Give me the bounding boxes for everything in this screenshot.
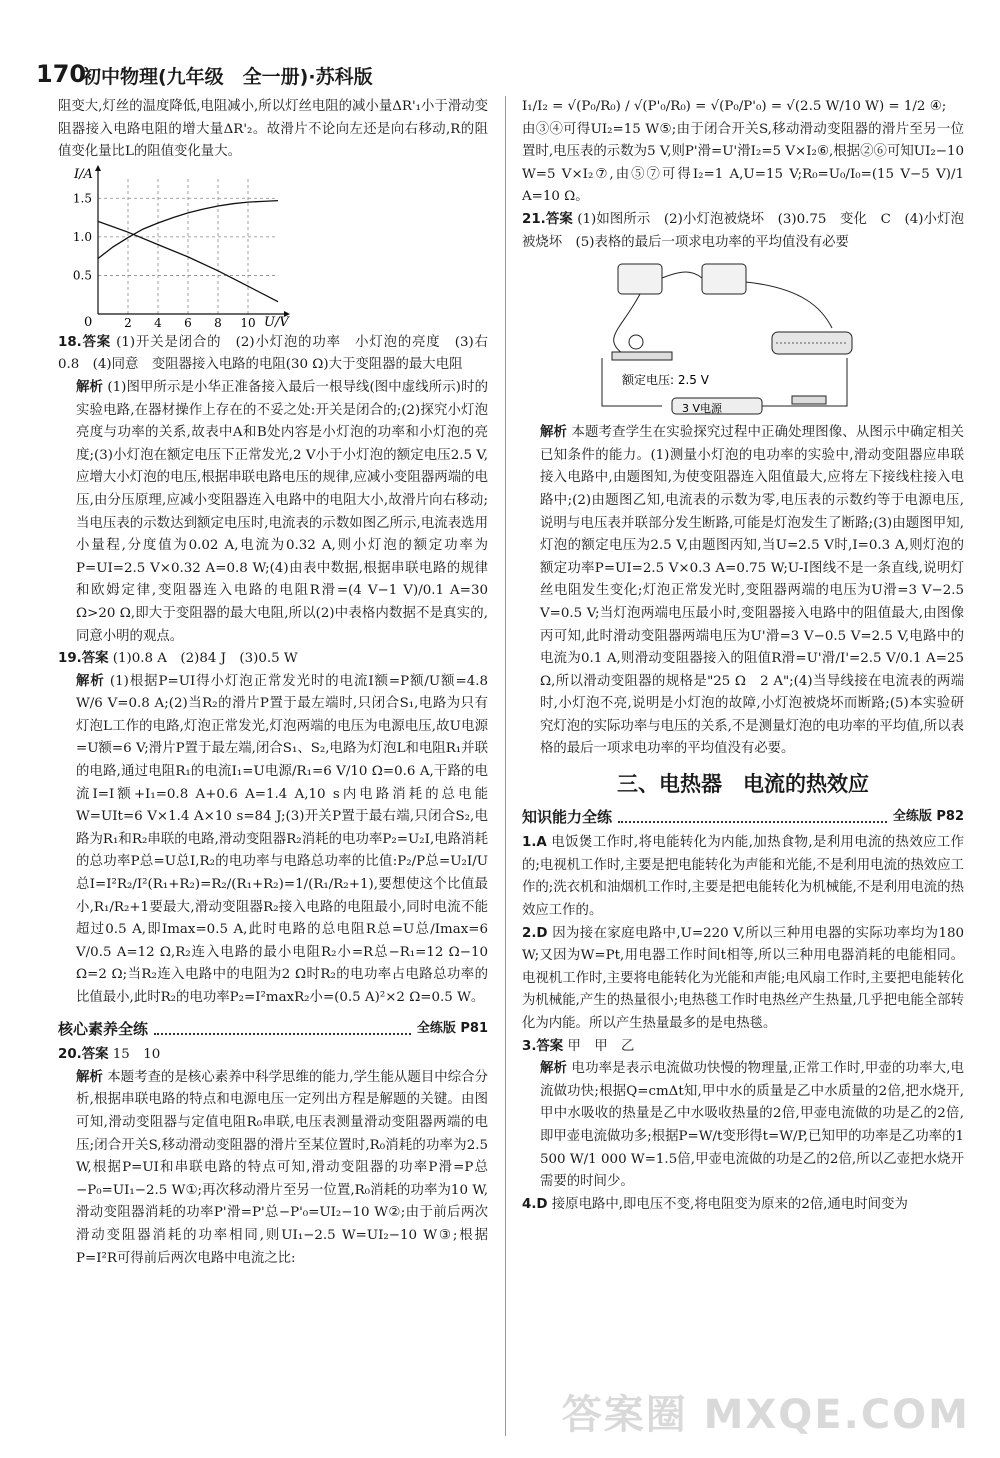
- y-tick-label: 1.0: [72, 229, 92, 244]
- rated-voltage-label: 额定电压: 2.5 V: [622, 373, 709, 388]
- q18-answer: [58, 332, 502, 377]
- q20-answer-text: 15 10: [112, 1047, 161, 1063]
- q18-analysis-text: (1)图甲所示是小华正准备接入最后一根导线(图中虚线所示)时的实验电路,在器材操作上存在的不妥之处:开关是闭合的;(2)探究小灯泡亮度与功率的关系,故表中A和B处内容是小灯泡的功率和小灯泡的亮度;(3)小灯泡在额定电压下正常发光,2 V小于小灯泡的额定电压2.5 V,应增大小灯泡的电压,根据串联电路电压的规律,应减小变阻器两端的电压,由分压原理,应减小变阻器连入电路中的电阻大小,故滑片向右移动;当电压表的示数达到额定电压时,电流表的示数如图乙所示,电流表选用小量程,分度值为0.02 A,电流为0.32 A,则小灯泡的额定功率为P=UI=2.5 V×0.32 A=0.8 W;(4)由表中数据,根据串联电路的规律和欧姆定律,变阻器连入电路的电阻R滑=(4 V−1 V)/0.1 A=30 Ω>20 Ω,即大于变阻器的最大电阻,所以(2)中表格内数据不是真实的,同意小明的观点。: [76, 379, 488, 644]
- voltmeter-icon: [618, 264, 662, 294]
- q21-answer: [522, 209, 964, 254]
- lamp-base: [612, 352, 672, 360]
- q21-analysis-text: 本题考查学生在实验探究过程中正确处理图像、从图示中确定相关已知条件的能力。(1)测量小灯泡的电功率的实验中,滑动变阻器应串联接入电路中,由题图知,为使变阻器连入阻值最大,应将左下接线柱接入电路中;(2)由题图乙知,电流表的示数为零,电压表的示数约等于电源电压,说明与电压表并联部分发生断路,可能是灯泡发生了断路;(3)由题图甲知,灯泡的额定电压为2.5 V,由题图丙知,当U=2.5 V时,I=0.3 A,则灯泡的额定功率P=UI=2.5 V×0.3 A=0.75 W;U-I图线不是一条直线,说明灯丝电阻发生变化;灯泡正常发光时,变阻器两端的电压为U滑=3 V−2.5 V=0.5 V;当灯泡两端电压最小时,变阻器接入电路中的阻值最大,由图像丙可知,此时滑动变阻器两端电压为U'滑=3 V−0.5 V=2.5 V,电路中的电流为0.1 A,则滑动变阻器接入的阻值R滑=U'滑/I'=2.5 V/0.1 A=25 Ω,所以滑动变阻器的规格是"25 Ω 2 A";(4)当导线接在电流表的两端时,小灯泡不亮,说明是小灯泡的故障,小灯泡被烧坏而断路;(5)本实验研究灯泡的实际功率与电压的关系,不是测量灯泡的电功率的平均值,所以表格的最后一项求电功率的平均值没有必要。: [540, 425, 965, 757]
- q2-item: [522, 923, 964, 1036]
- core-section-title: 核心素养全练: [58, 1019, 149, 1038]
- switch-icon: [792, 396, 826, 404]
- x-tick-label: 8: [214, 315, 222, 330]
- wire: [746, 282, 832, 328]
- q3-answer: [522, 1036, 964, 1059]
- q18-label: 18.答案: [58, 334, 112, 350]
- wire: [662, 272, 702, 278]
- q3-answer-text: 甲 甲 乙: [567, 1038, 635, 1054]
- q1-text: 电饭煲工作时,将电能转化为内能,加热食物,是利用电流的热效应工作的;电视机工作时,主要是把电能转化为声能和光能,不是利用电流的热效应工作的;洗衣机和油烟机工作时,主要是把电能转化为机械能,不是利用电流的热效应工作的。: [522, 835, 964, 919]
- q18-analysis: [58, 377, 488, 648]
- left-column: [58, 96, 502, 1270]
- q19-label: 19.答案: [58, 651, 109, 667]
- column-divider: [505, 96, 506, 1436]
- chart-ticks: [73, 191, 256, 330]
- core-section-header: [58, 1018, 488, 1041]
- core-section-page: 全练版 P81: [416, 1020, 488, 1036]
- q18-analysis-label: 解析: [76, 379, 103, 395]
- q19-analysis: [58, 671, 488, 1010]
- q20-analysis: [58, 1067, 488, 1270]
- q20-analysis-label: 解析: [76, 1069, 103, 1085]
- knowledge-section-header: [522, 806, 964, 829]
- q21-label: 21.答案: [522, 211, 573, 227]
- x-tick-label: 6: [184, 315, 192, 330]
- right-column: [522, 96, 964, 1216]
- chart-axes: [95, 165, 290, 317]
- page-header: [36, 60, 976, 90]
- chart-grid: [98, 179, 278, 314]
- book-title: 初中物理(九年级 全一册)·苏科版: [82, 66, 373, 88]
- q21-answer-text: (1)如图所示 (2)小灯泡被烧坏 (3)0.75 变化 C (4)小灯泡被烧坏 (5)表格的最后一项求电功率的平均值没有必要: [522, 211, 964, 250]
- circuit-diagram: [582, 258, 882, 418]
- q19-answer-text: (1)0.8 A (2)84 J (3)0.5 W: [112, 651, 298, 667]
- intro-paragraph: 阻变大,灯丝的温度降低,电阻减小,所以灯丝电阻的减小量ΔR'₁小于滑动变阻器接入电路电阻的增大量ΔR'₂。故滑片不论向左还是向右移动,R的阻值变化量比L的阻值变化量大。: [58, 99, 488, 160]
- knowledge-section-page: 全练版 P82: [892, 808, 964, 824]
- q19-answer: [58, 648, 488, 671]
- chart-ylabel: I/A: [74, 166, 93, 182]
- q1-label: 1.A: [522, 835, 547, 851]
- knowledge-section-title: 知识能力全练: [522, 807, 613, 826]
- q21-analysis-label: 解析: [540, 425, 568, 441]
- q3-analysis-text: 电功率是表示电流做功快慢的物理量,正常工作时,甲壶的功率大,电流做功快;根据Q=cmΔt知,甲中水的质量是乙中水质量的2倍,把水烧开,甲中水吸收的热量是乙中水吸收热量的2倍,甲壶电流做的功是乙的2倍,即甲壶电流做功多;根据P=W/t变形得t=W/P,已知甲的功率是乙功率的1 500 W/1 000 W=1.5倍,甲壶电流做的功是乙的2倍,所以乙壶把水烧开需要的时间少。: [540, 1061, 964, 1190]
- dotted-leader: [618, 811, 887, 823]
- q21-analysis: [522, 422, 964, 761]
- lamp-icon: [629, 335, 643, 349]
- ratio-formula: I₁/I₂ = √(P₀/R₀) / √(P'₀/R₀) = √(P₀/P'₀) = √(2.5 W/10 W) = 1/2 ④;: [522, 99, 947, 114]
- chart-xlabel: U/V: [264, 314, 289, 330]
- y-axis-arrow: [95, 165, 101, 171]
- q1-item: [522, 832, 964, 922]
- x-tick-label: 4: [154, 315, 162, 330]
- dotted-leader: [154, 1023, 411, 1035]
- section-title: 三、电热器 电流的热效应: [617, 772, 869, 797]
- q3-label: 3.答案: [522, 1038, 564, 1054]
- q20-answer: [58, 1044, 488, 1067]
- x-tick-label: 10: [240, 315, 256, 330]
- q3-analysis: [522, 1058, 964, 1194]
- watermark: 答案圈 MXQE.COM: [561, 1392, 970, 1438]
- page-number: 170: [36, 60, 87, 88]
- q4-item: [522, 1194, 964, 1217]
- q20-label: 20.答案: [58, 1047, 109, 1063]
- y-tick-label: 0.5: [72, 268, 92, 283]
- chart-origin-label: 0: [84, 314, 93, 330]
- q4-label: 4.D: [522, 1196, 548, 1212]
- ammeter-icon: [702, 264, 746, 294]
- q19-analysis-label: 解析: [76, 673, 105, 689]
- q20-continued: 由③④可得UI₂=15 W⑤;由于闭合开关S,移动滑动变阻器的滑片至另一位置时,电压表的示数为5 V,则P'滑=U'滑I₂=5 V×I₂⑥,根据②⑥可知UI₂−10 W=5 V×I₂⑦,由⑤⑦可得I₂=1 A,U=15 V;R₀=U₀/I₀=(15 V−5 V)/1 A=10 Ω。: [522, 121, 964, 205]
- q4-text: 接原电路中,即电压不变,将电阻变为原来的2倍,通电时间变为: [551, 1196, 908, 1212]
- x-tick-label: 2: [124, 315, 132, 330]
- power-source-label: 3 V电源: [682, 402, 723, 416]
- q2-label: 2.D: [522, 925, 548, 941]
- q3-analysis-label: 解析: [540, 1061, 568, 1077]
- iu-chart: [58, 164, 298, 332]
- q20-analysis-text: 本题考查的是核心素养中科学思维的能力,学生能从题目中综合分析,根据串联电路的特点和电源电压一定列出方程是解题的关键。由图可知,滑动变阻器与定值电阻R₀串联,电压表测量滑动变阻器两端的电压;闭合开关S,移动滑动变阻器的滑片至某位置时,R₀消耗的功率为2.5 W,根据P=UI和串联电路的特点可知,滑动变阻器的功率P滑=P总−P₀=UI₁−2.5 W①;再次移动滑片至另一位置,R₀消耗的功率为10 W,滑动变阻器消耗的功率P'滑=P'总−P'₀=UI₂−10 W②;由于前后两次滑动变阻器消耗的功率相同,则UI₁−2.5 W=UI₂−10 W③;根据P=I²R可得前后两次电路中电流之比:: [76, 1069, 489, 1266]
- q19-analysis-text: (1)根据P=UI得小灯泡正常发光时的电流I额=P额/U额=4.8 W/6 V=0.8 A;(2)当R₂的滑片P置于最左端时,只闭合S₁,电路为只有灯泡L工作的电路,灯泡正常发光,灯泡两端的电压为电源电压,故U电源=U额=6 V;滑片P置于最左端,闭合S₁、S₂,电路为灯泡L和电阻R₁并联的电路,通过电阻R₁的电流I₁=U电源/R₁=6 V/10 Ω=0.6 A,干路的电流I=I额+I₁=0.8 A+0.6 A=1.4 A,10 s内电路消耗的总电能W=UIt=6 V×1.4 A×10 s=84 J;(3)开关P置于最右端,只闭合S₂,电路为R₁和R₂串联的电路,滑动变阻器R₂消耗的电功率P₂=U₂I,电路消耗的总功率P总=U总I,R₂的电功率与电路总功率的比值:P₂/P总=U₂I/U总I=I²R₂/I²(R₁+R₂)=R₂/(R₁+R₂)=1/(R₁/R₂+1),要想使这个比值最小,R₁/R₂+1要最大,滑动变阻器R₂接入电路的电阻最小,同时电流不能超过0.5 A,即Imax=0.5 A,此时电路的总电阻R总=U总/Imax=6 V/0.5 A=12 Ω,R₂连入电路的最小电阻R₂小=R总−R₁=12 Ω−10 Ω=2 Ω;当R₂连入电路中的电阻为2 Ω时R₂的电功率占电路总功率的比值最小,此时R₂的电功率P₂=I²maxR₂小=(0.5 A)²×2 Ω=0.5 W。: [76, 673, 489, 1005]
- y-tick-label: 1.5: [72, 191, 92, 206]
- q2-text: 因为接在家庭电路中,U=220 V,所以三种用电器的实际功率均为180 W;又因为W=Pt,用电器工作时间t相等,所以三种用电器消耗的电能相同。电视机工作时,主要将电能转化为光能和声能;电风扇工作时,主要把电能转化为机械能,产生的热量很小;电热毯工作时电热丝产生热量,几乎把电能全部转化为内能。所以产生热量最多的是电热毯。: [522, 925, 965, 1031]
- q18-answer-text: (1)开关是闭合的 (2)小灯泡的功率 小灯泡的亮度 (3)右 0.8 (4)同意 变阻器接入电路的电阻(30 Ω)大于变阻器的最大电阻: [58, 334, 502, 373]
